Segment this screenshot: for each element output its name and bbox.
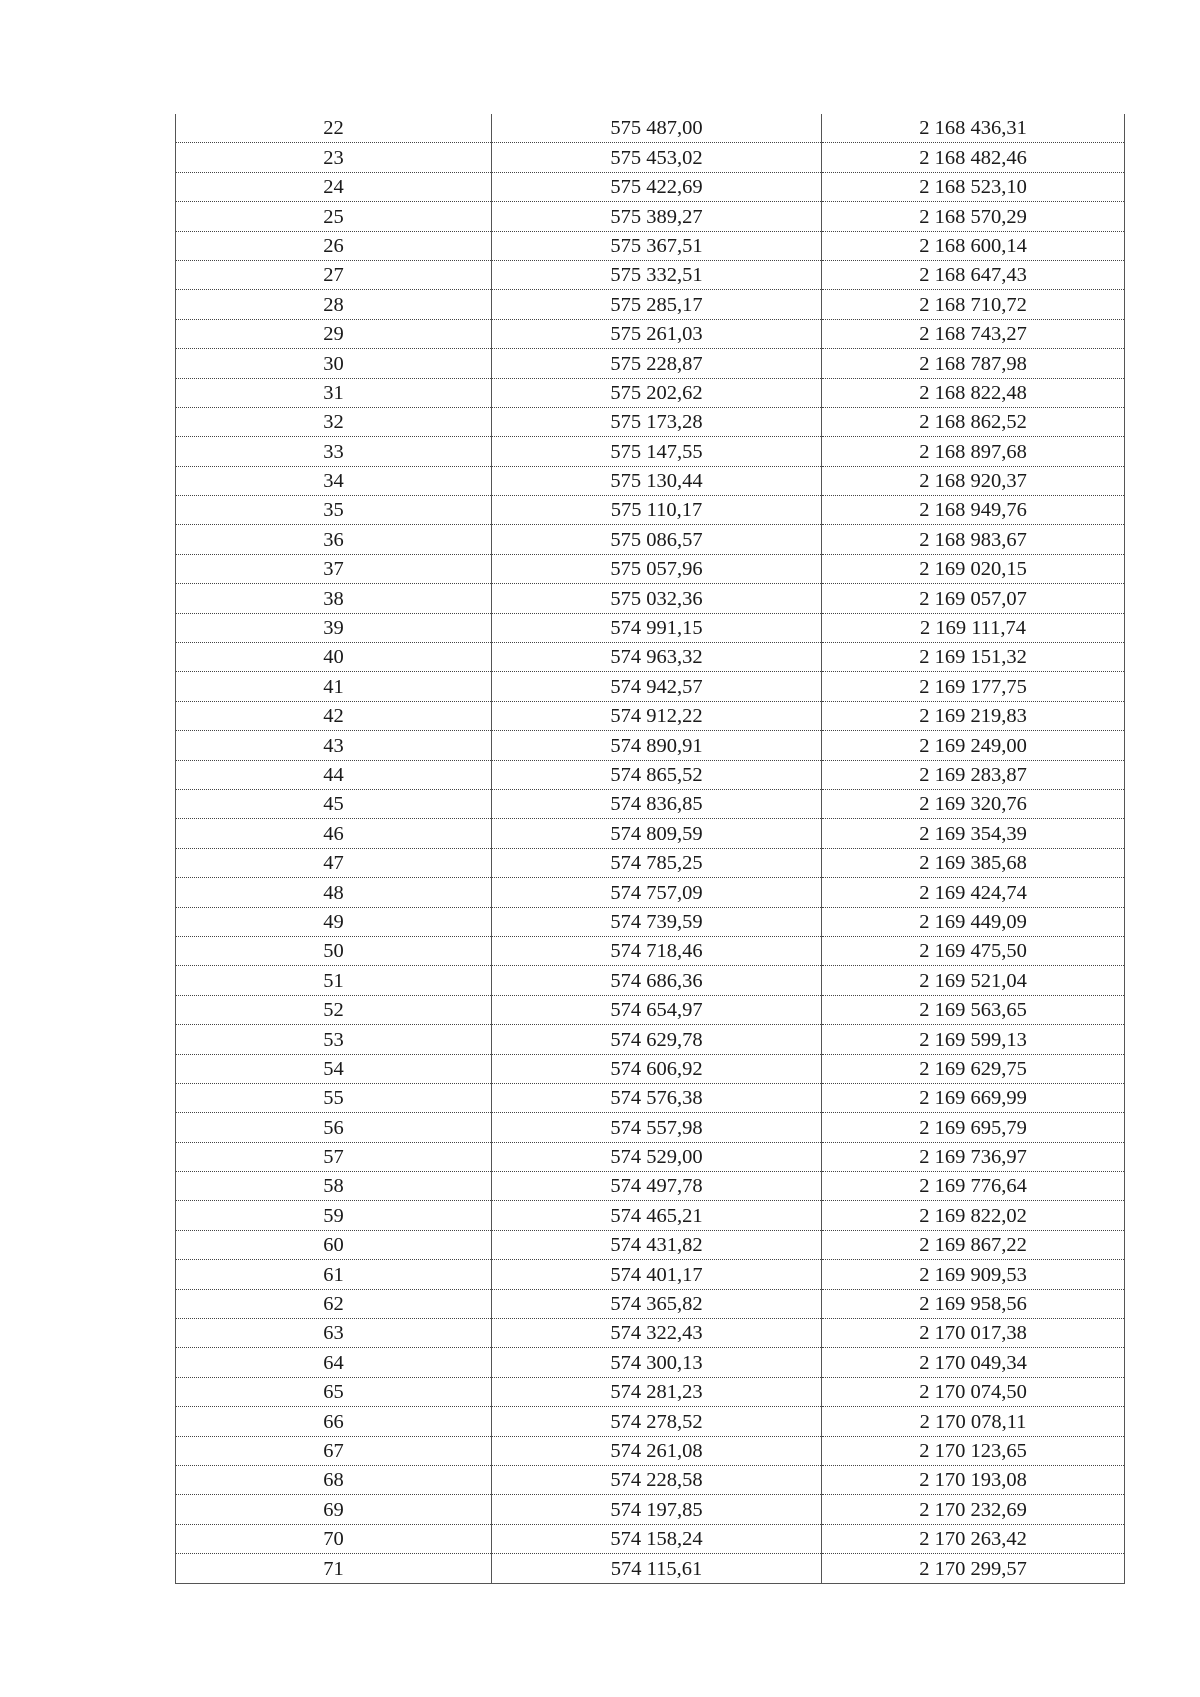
x-coordinate-cell: 575 389,27 bbox=[492, 202, 822, 231]
point-number-cell: 28 bbox=[176, 290, 492, 319]
x-coordinate-cell: 574 497,78 bbox=[492, 1172, 822, 1201]
table-row bbox=[176, 1230, 1125, 1259]
point-number-cell: 34 bbox=[176, 466, 492, 495]
y-coordinate-cell: 2 168 920,37 bbox=[822, 466, 1125, 495]
y-coordinate-cell: 2 169 521,04 bbox=[822, 966, 1125, 995]
y-coordinate-cell: 2 168 862,52 bbox=[822, 407, 1125, 436]
table-row bbox=[176, 1025, 1125, 1054]
y-coordinate-cell: 2 169 867,22 bbox=[822, 1230, 1125, 1259]
table-row bbox=[176, 760, 1125, 789]
point-number-cell: 38 bbox=[176, 584, 492, 613]
point-number-cell: 65 bbox=[176, 1377, 492, 1406]
y-coordinate-cell: 2 168 570,29 bbox=[822, 202, 1125, 231]
y-coordinate-cell: 2 170 263,42 bbox=[822, 1524, 1125, 1553]
point-number-cell: 48 bbox=[176, 878, 492, 907]
x-coordinate-cell: 574 158,24 bbox=[492, 1524, 822, 1553]
y-coordinate-cell: 2 170 049,34 bbox=[822, 1348, 1125, 1377]
point-number-cell: 61 bbox=[176, 1260, 492, 1289]
x-coordinate-cell: 575 332,51 bbox=[492, 260, 822, 289]
point-number-cell: 50 bbox=[176, 936, 492, 965]
x-coordinate-cell: 574 718,46 bbox=[492, 936, 822, 965]
y-coordinate-cell: 2 168 523,10 bbox=[822, 172, 1125, 201]
y-coordinate-cell: 2 168 897,68 bbox=[822, 437, 1125, 466]
y-coordinate-cell: 2 168 743,27 bbox=[822, 319, 1125, 348]
x-coordinate-cell: 574 890,91 bbox=[492, 731, 822, 760]
point-number-cell: 25 bbox=[176, 202, 492, 231]
point-number-cell: 35 bbox=[176, 496, 492, 525]
x-coordinate-cell: 574 686,36 bbox=[492, 966, 822, 995]
x-coordinate-cell: 574 865,52 bbox=[492, 760, 822, 789]
y-coordinate-cell: 2 169 151,32 bbox=[822, 643, 1125, 672]
y-coordinate-cell: 2 170 074,50 bbox=[822, 1377, 1125, 1406]
y-coordinate-cell: 2 168 600,14 bbox=[822, 231, 1125, 260]
table-row bbox=[176, 672, 1125, 701]
y-coordinate-cell: 2 170 193,08 bbox=[822, 1465, 1125, 1494]
y-coordinate-cell: 2 169 283,87 bbox=[822, 760, 1125, 789]
table-row bbox=[176, 819, 1125, 848]
table-row bbox=[176, 349, 1125, 378]
table-row bbox=[176, 114, 1125, 143]
x-coordinate-cell: 575 086,57 bbox=[492, 525, 822, 554]
x-coordinate-cell: 574 465,21 bbox=[492, 1201, 822, 1230]
table-row bbox=[176, 231, 1125, 260]
point-number-cell: 47 bbox=[176, 848, 492, 877]
table-row bbox=[176, 496, 1125, 525]
coordinates-table bbox=[175, 114, 1125, 1584]
x-coordinate-cell: 575 453,02 bbox=[492, 143, 822, 172]
y-coordinate-cell: 2 170 017,38 bbox=[822, 1319, 1125, 1348]
x-coordinate-cell: 574 836,85 bbox=[492, 789, 822, 818]
x-coordinate-cell: 575 487,00 bbox=[492, 114, 822, 143]
x-coordinate-cell: 575 032,36 bbox=[492, 584, 822, 613]
table-row bbox=[176, 319, 1125, 348]
table-row bbox=[176, 1172, 1125, 1201]
point-number-cell: 56 bbox=[176, 1113, 492, 1142]
table-row bbox=[176, 1495, 1125, 1524]
x-coordinate-cell: 574 629,78 bbox=[492, 1025, 822, 1054]
x-coordinate-cell: 574 431,82 bbox=[492, 1230, 822, 1259]
y-coordinate-cell: 2 169 320,76 bbox=[822, 789, 1125, 818]
point-number-cell: 62 bbox=[176, 1289, 492, 1318]
x-coordinate-cell: 574 809,59 bbox=[492, 819, 822, 848]
point-number-cell: 45 bbox=[176, 789, 492, 818]
x-coordinate-cell: 574 197,85 bbox=[492, 1495, 822, 1524]
y-coordinate-cell: 2 169 354,39 bbox=[822, 819, 1125, 848]
x-coordinate-cell: 574 300,13 bbox=[492, 1348, 822, 1377]
point-number-cell: 22 bbox=[176, 114, 492, 143]
table-row bbox=[176, 878, 1125, 907]
table-row bbox=[176, 1054, 1125, 1083]
x-coordinate-cell: 574 322,43 bbox=[492, 1319, 822, 1348]
table-row bbox=[176, 613, 1125, 642]
x-coordinate-cell: 575 367,51 bbox=[492, 231, 822, 260]
table-row bbox=[176, 1319, 1125, 1348]
y-coordinate-cell: 2 168 482,46 bbox=[822, 143, 1125, 172]
point-number-cell: 44 bbox=[176, 760, 492, 789]
table-row bbox=[176, 466, 1125, 495]
y-coordinate-cell: 2 168 647,43 bbox=[822, 260, 1125, 289]
table-row bbox=[176, 966, 1125, 995]
table-row bbox=[176, 143, 1125, 172]
table-row bbox=[176, 731, 1125, 760]
table-row bbox=[176, 1083, 1125, 1112]
x-coordinate-cell: 574 115,61 bbox=[492, 1554, 822, 1583]
table-row bbox=[176, 1113, 1125, 1142]
y-coordinate-cell: 2 170 078,11 bbox=[822, 1407, 1125, 1436]
table-row bbox=[176, 936, 1125, 965]
table-row bbox=[176, 1348, 1125, 1377]
table-row bbox=[176, 290, 1125, 319]
x-coordinate-cell: 575 261,03 bbox=[492, 319, 822, 348]
table-row bbox=[176, 407, 1125, 436]
x-coordinate-cell: 574 365,82 bbox=[492, 1289, 822, 1318]
y-coordinate-cell: 2 168 787,98 bbox=[822, 349, 1125, 378]
x-coordinate-cell: 574 281,23 bbox=[492, 1377, 822, 1406]
point-number-cell: 60 bbox=[176, 1230, 492, 1259]
x-coordinate-cell: 574 654,97 bbox=[492, 995, 822, 1024]
point-number-cell: 63 bbox=[176, 1319, 492, 1348]
table-row bbox=[176, 643, 1125, 672]
point-number-cell: 70 bbox=[176, 1524, 492, 1553]
point-number-cell: 68 bbox=[176, 1465, 492, 1494]
point-number-cell: 59 bbox=[176, 1201, 492, 1230]
y-coordinate-cell: 2 170 123,65 bbox=[822, 1436, 1125, 1465]
y-coordinate-cell: 2 169 449,09 bbox=[822, 907, 1125, 936]
point-number-cell: 37 bbox=[176, 554, 492, 583]
y-coordinate-cell: 2 169 736,97 bbox=[822, 1142, 1125, 1171]
point-number-cell: 42 bbox=[176, 701, 492, 730]
point-number-cell: 71 bbox=[176, 1554, 492, 1583]
table-row bbox=[176, 172, 1125, 201]
x-coordinate-cell: 574 606,92 bbox=[492, 1054, 822, 1083]
y-coordinate-cell: 2 169 669,99 bbox=[822, 1083, 1125, 1112]
x-coordinate-cell: 574 963,32 bbox=[492, 643, 822, 672]
point-number-cell: 43 bbox=[176, 731, 492, 760]
x-coordinate-cell: 575 228,87 bbox=[492, 349, 822, 378]
y-coordinate-cell: 2 169 219,83 bbox=[822, 701, 1125, 730]
y-coordinate-cell: 2 169 695,79 bbox=[822, 1113, 1125, 1142]
y-coordinate-cell: 2 169 776,64 bbox=[822, 1172, 1125, 1201]
point-number-cell: 69 bbox=[176, 1495, 492, 1524]
table-row bbox=[176, 1377, 1125, 1406]
point-number-cell: 40 bbox=[176, 643, 492, 672]
x-coordinate-cell: 575 173,28 bbox=[492, 407, 822, 436]
y-coordinate-cell: 2 169 599,13 bbox=[822, 1025, 1125, 1054]
x-coordinate-cell: 575 110,17 bbox=[492, 496, 822, 525]
x-coordinate-cell: 574 942,57 bbox=[492, 672, 822, 701]
y-coordinate-cell: 2 169 424,74 bbox=[822, 878, 1125, 907]
x-coordinate-cell: 575 057,96 bbox=[492, 554, 822, 583]
x-coordinate-cell: 575 147,55 bbox=[492, 437, 822, 466]
table-row bbox=[176, 202, 1125, 231]
y-coordinate-cell: 2 168 710,72 bbox=[822, 290, 1125, 319]
y-coordinate-cell: 2 169 111,74 bbox=[822, 613, 1125, 642]
table-row bbox=[176, 584, 1125, 613]
x-coordinate-cell: 574 278,52 bbox=[492, 1407, 822, 1436]
table-row bbox=[176, 525, 1125, 554]
point-number-cell: 64 bbox=[176, 1348, 492, 1377]
table-row bbox=[176, 1142, 1125, 1171]
x-coordinate-cell: 574 912,22 bbox=[492, 701, 822, 730]
table-row bbox=[176, 1465, 1125, 1494]
point-number-cell: 49 bbox=[176, 907, 492, 936]
x-coordinate-cell: 574 529,00 bbox=[492, 1142, 822, 1171]
y-coordinate-cell: 2 169 563,65 bbox=[822, 995, 1125, 1024]
y-coordinate-cell: 2 169 822,02 bbox=[822, 1201, 1125, 1230]
table-row bbox=[176, 907, 1125, 936]
y-coordinate-cell: 2 169 909,53 bbox=[822, 1260, 1125, 1289]
x-coordinate-cell: 574 739,59 bbox=[492, 907, 822, 936]
table-row bbox=[176, 554, 1125, 583]
table-row bbox=[176, 437, 1125, 466]
x-coordinate-cell: 575 422,69 bbox=[492, 172, 822, 201]
table-row bbox=[176, 1436, 1125, 1465]
y-coordinate-cell: 2 170 299,57 bbox=[822, 1554, 1125, 1583]
x-coordinate-cell: 574 757,09 bbox=[492, 878, 822, 907]
table-row bbox=[176, 1201, 1125, 1230]
y-coordinate-cell: 2 170 232,69 bbox=[822, 1495, 1125, 1524]
y-coordinate-cell: 2 168 949,76 bbox=[822, 496, 1125, 525]
point-number-cell: 24 bbox=[176, 172, 492, 201]
table-row bbox=[176, 701, 1125, 730]
point-number-cell: 27 bbox=[176, 260, 492, 289]
x-coordinate-cell: 574 261,08 bbox=[492, 1436, 822, 1465]
point-number-cell: 33 bbox=[176, 437, 492, 466]
point-number-cell: 51 bbox=[176, 966, 492, 995]
y-coordinate-cell: 2 169 057,07 bbox=[822, 584, 1125, 613]
point-number-cell: 23 bbox=[176, 143, 492, 172]
x-coordinate-cell: 575 202,62 bbox=[492, 378, 822, 407]
table-row bbox=[176, 995, 1125, 1024]
point-number-cell: 53 bbox=[176, 1025, 492, 1054]
point-number-cell: 46 bbox=[176, 819, 492, 848]
point-number-cell: 30 bbox=[176, 349, 492, 378]
point-number-cell: 29 bbox=[176, 319, 492, 348]
table-row bbox=[176, 260, 1125, 289]
point-number-cell: 54 bbox=[176, 1054, 492, 1083]
point-number-cell: 58 bbox=[176, 1172, 492, 1201]
x-coordinate-cell: 574 557,98 bbox=[492, 1113, 822, 1142]
point-number-cell: 31 bbox=[176, 378, 492, 407]
point-number-cell: 36 bbox=[176, 525, 492, 554]
table-row bbox=[176, 789, 1125, 818]
table-row bbox=[176, 848, 1125, 877]
y-coordinate-cell: 2 169 958,56 bbox=[822, 1289, 1125, 1318]
point-number-cell: 55 bbox=[176, 1083, 492, 1112]
x-coordinate-cell: 574 991,15 bbox=[492, 613, 822, 642]
point-number-cell: 67 bbox=[176, 1436, 492, 1465]
x-coordinate-cell: 574 785,25 bbox=[492, 848, 822, 877]
y-coordinate-cell: 2 169 020,15 bbox=[822, 554, 1125, 583]
x-coordinate-cell: 575 285,17 bbox=[492, 290, 822, 319]
y-coordinate-cell: 2 168 436,31 bbox=[822, 114, 1125, 143]
point-number-cell: 57 bbox=[176, 1142, 492, 1171]
point-number-cell: 41 bbox=[176, 672, 492, 701]
x-coordinate-cell: 574 228,58 bbox=[492, 1465, 822, 1494]
coordinates-table-body bbox=[176, 114, 1125, 1583]
table-row bbox=[176, 1524, 1125, 1553]
table-row bbox=[176, 1260, 1125, 1289]
y-coordinate-cell: 2 169 629,75 bbox=[822, 1054, 1125, 1083]
point-number-cell: 39 bbox=[176, 613, 492, 642]
table-row bbox=[176, 378, 1125, 407]
y-coordinate-cell: 2 169 177,75 bbox=[822, 672, 1125, 701]
table-row bbox=[176, 1554, 1125, 1583]
point-number-cell: 52 bbox=[176, 995, 492, 1024]
y-coordinate-cell: 2 169 475,50 bbox=[822, 936, 1125, 965]
x-coordinate-cell: 574 576,38 bbox=[492, 1083, 822, 1112]
point-number-cell: 26 bbox=[176, 231, 492, 260]
point-number-cell: 66 bbox=[176, 1407, 492, 1436]
y-coordinate-cell: 2 169 385,68 bbox=[822, 848, 1125, 877]
x-coordinate-cell: 574 401,17 bbox=[492, 1260, 822, 1289]
table-row bbox=[176, 1407, 1125, 1436]
point-number-cell: 32 bbox=[176, 407, 492, 436]
y-coordinate-cell: 2 168 822,48 bbox=[822, 378, 1125, 407]
y-coordinate-cell: 2 169 249,00 bbox=[822, 731, 1125, 760]
y-coordinate-cell: 2 168 983,67 bbox=[822, 525, 1125, 554]
x-coordinate-cell: 575 130,44 bbox=[492, 466, 822, 495]
table-row bbox=[176, 1289, 1125, 1318]
